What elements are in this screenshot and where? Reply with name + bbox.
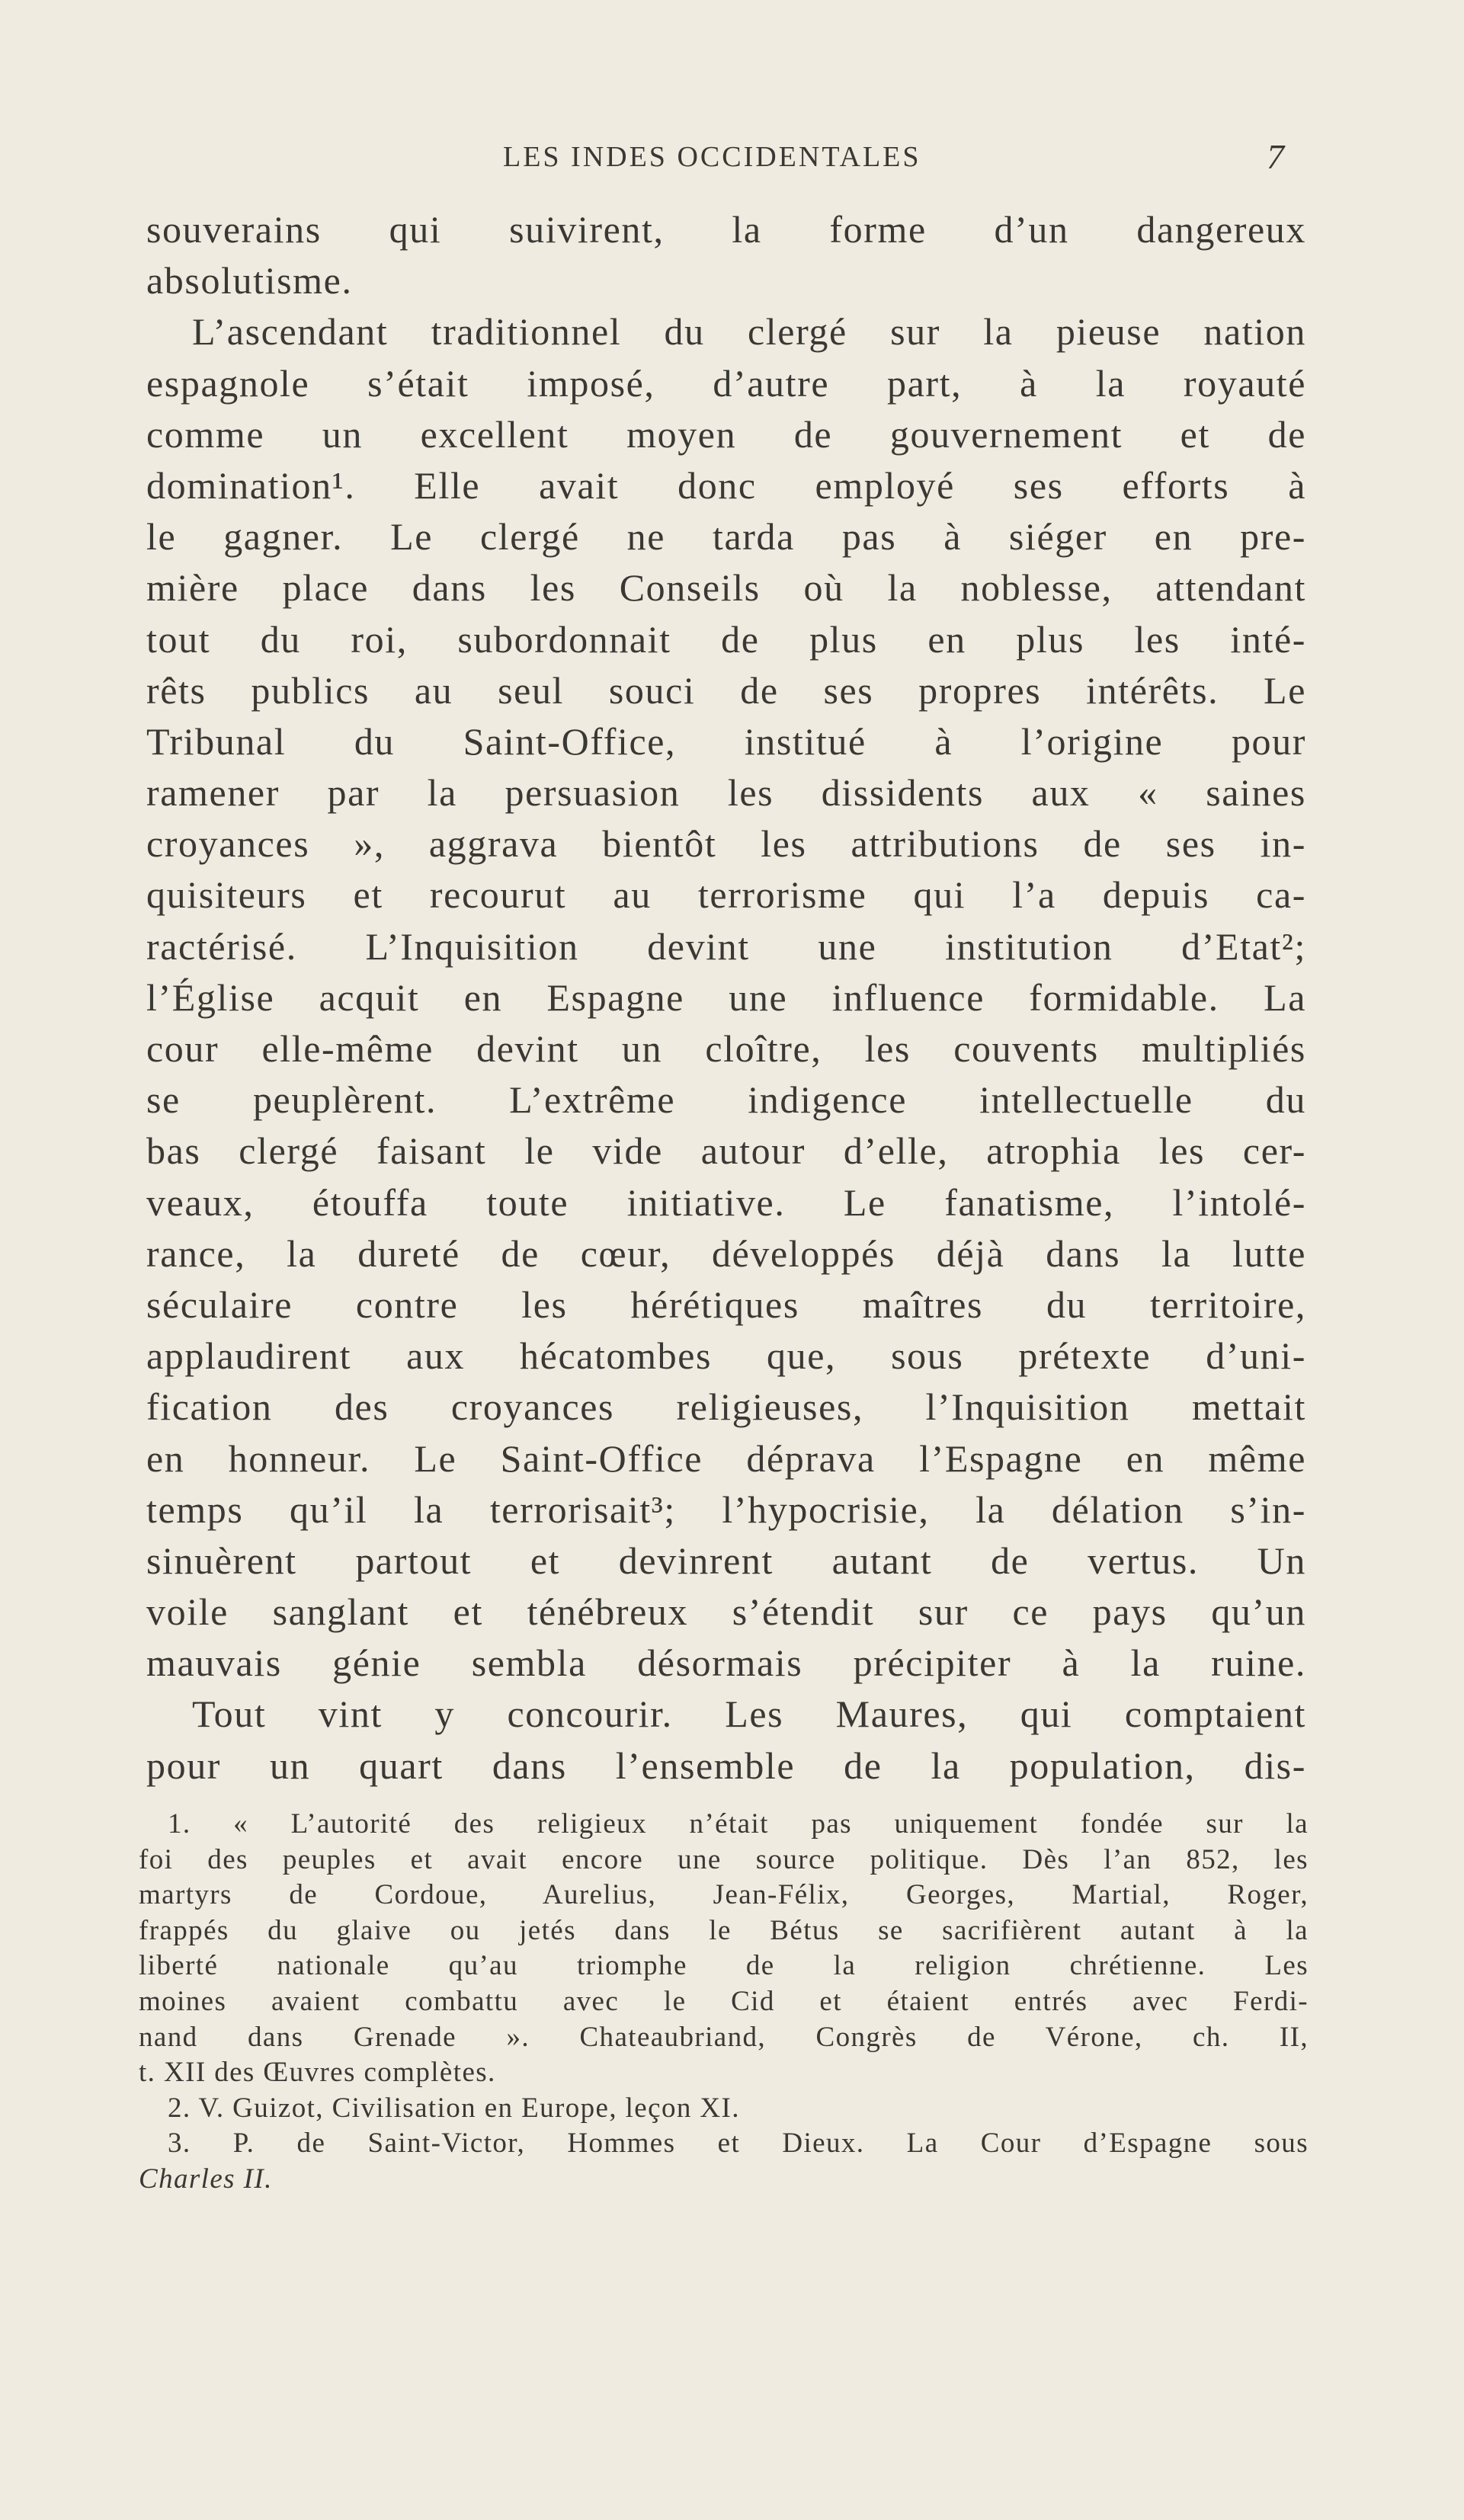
footnote-line: Charles II. <box>139 2163 273 2195</box>
text-line: ractérisé. L’Inquisition devint une institution d’Etat²; <box>146 924 1306 968</box>
text-line: séculaire contre les hérétiques maîtres du territoire, <box>146 1282 1306 1326</box>
footnote-line: t. XII des Œuvres complètes. <box>139 2057 496 2089</box>
text-line: quisiteurs et recourut au terrorisme qui l’a depuis ca- <box>146 873 1306 917</box>
text-line: espagnole s’était imposé, d’autre part, à la royauté <box>146 361 1306 405</box>
footnote-line: frappés du glaive ou jetés dans le Bétus se sacrifièrent autant à la <box>139 1914 1309 1946</box>
text-line: veaux, étouffa toute initiative. Le fanatisme, l’intolé- <box>146 1180 1306 1224</box>
text-line: pour un quart dans l’ensemble de la population, dis- <box>146 1744 1306 1787</box>
text-line: l’Église acquit en Espagne une influence formidable. La <box>146 975 1306 1019</box>
text-line: fication des croyances religieuses, l’Inquisition mettait <box>146 1385 1306 1429</box>
running-title: LES INDES OCCIDENTALES <box>503 141 921 173</box>
text-line: temps qu’il la terrorisait³; l’hypocrisie, la délation s’in- <box>146 1487 1306 1531</box>
text-line: se peuplèrent. L’extrême indigence intellectuelle du <box>146 1078 1306 1122</box>
page-number: 7 <box>1267 137 1284 176</box>
text-line: cour elle-même devint un cloître, les couvents multipliés <box>146 1027 1306 1070</box>
text-line: absolutisme. <box>146 259 353 303</box>
text-line: ramener par la persuasion les dissidents aux « saines <box>146 771 1306 815</box>
footnote-line: nand dans Grenade ». Chateaubriand, Congrès de Vérone, ch. II, <box>139 2021 1309 2053</box>
footnote-line: martyrs de Cordoue, Aurelius, Jean-Félix, Georges, Martial, Roger, <box>139 1879 1309 1911</box>
text-line: applaudirent aux hécatombes que, sous prétexte d’uni- <box>146 1334 1306 1378</box>
footnote-line: moines avaient combattu avec le Cid et étaient entrés avec Ferdi- <box>139 1985 1309 2017</box>
footnote-line: liberté nationale qu’au triomphe de la religion chrétienne. Les <box>139 1950 1309 1982</box>
text-line: bas clergé faisant le vide autour d’elle, atrophia les cer- <box>146 1129 1306 1173</box>
text-line: rance, la dureté de cœur, développés déjà dans la lutte <box>146 1231 1306 1275</box>
footnote-line: 1. « L’autorité des religieux n’était pas uniquement fondée sur la <box>168 1808 1309 1840</box>
text-line: rêts publics au seul souci de ses propres intérêts. Le <box>146 668 1306 712</box>
footnote-line: 3. P. de Saint-Victor, Hommes et Dieux. La Cour d’Espagne sous <box>168 2128 1309 2160</box>
text-line: tout du roi, subordonnait de plus en plus les inté- <box>146 617 1306 661</box>
text-line: le gagner. Le clergé ne tarda pas à siéger en pre- <box>146 515 1306 559</box>
footnotes <box>139 1807 1309 2198</box>
text-line: Tribunal du Saint-Office, institué à l’origine pour <box>146 719 1306 763</box>
text-line: en honneur. Le Saint-Office déprava l’Espagne en même <box>146 1436 1306 1480</box>
text-line: domination¹. Elle avait donc employé ses efforts à <box>146 463 1306 507</box>
text-line: voile sanglant et ténébreux s’étendit sur ce pays qu’un <box>146 1590 1306 1634</box>
text-line: comme un excellent moyen de gouvernement et de <box>146 412 1306 456</box>
running-header <box>0 134 1464 180</box>
main-text <box>146 204 1306 1792</box>
text-line: mauvais génie sembla désormais précipiter à la ruine. <box>146 1641 1306 1685</box>
text-line: sinuèrent partout et devinrent autant de vertus. Un <box>146 1539 1306 1582</box>
text-line: mière place dans les Conseils où la noblesse, attendant <box>146 566 1306 610</box>
text-line: croyances », aggrava bientôt les attributions de ses in- <box>146 822 1306 866</box>
footnote-line: foi des peuples et avait encore une source politique. Dès l’an 852, les <box>139 1843 1309 1875</box>
text-line: L’ascendant traditionnel du clergé sur la pieuse nation <box>192 310 1306 354</box>
text-line: souverains qui suivirent, la forme d’un dangereux <box>146 208 1306 251</box>
text-line: Tout vint y concourir. Les Maures, qui comptaient <box>192 1692 1306 1736</box>
footnote-line: 2. V. Guizot, Civilisation en Europe, leçon XI. <box>168 2092 740 2124</box>
